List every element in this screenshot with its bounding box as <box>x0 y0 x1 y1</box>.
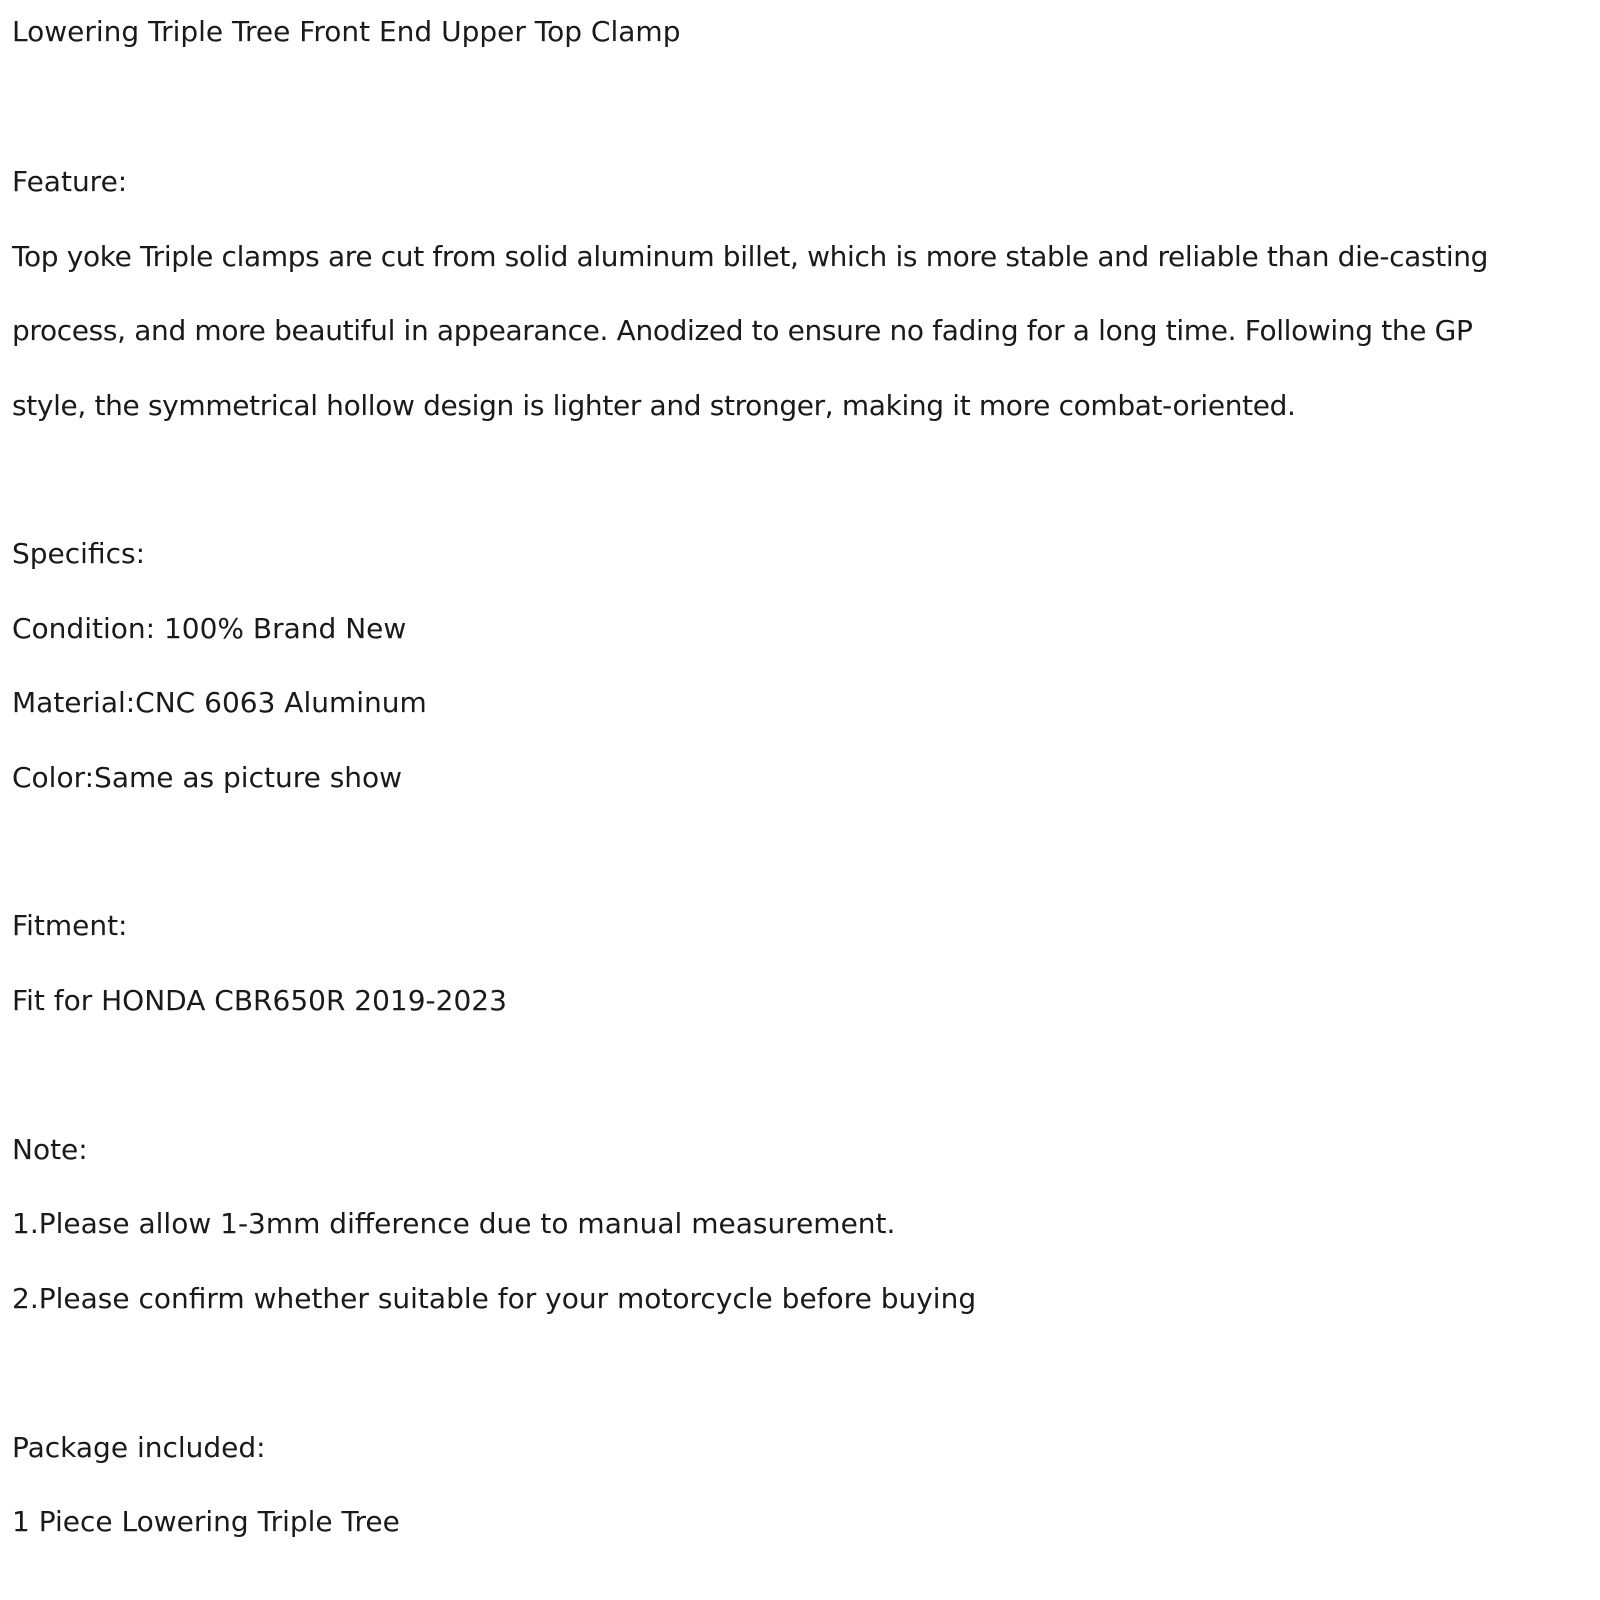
fitment-model: Fit for HONDA CBR650R 2019-2023 <box>12 984 507 1017</box>
package-item: 1 Piece Lowering Triple Tree <box>12 1505 400 1538</box>
product-title: Lowering Triple Tree Front End Upper Top Clamp <box>12 15 681 48</box>
spec-condition: Condition: 100% Brand New <box>12 612 407 645</box>
feature-text-line-3: style, the symmetrical hollow design is lighter and stronger, making it more combat-oriented. <box>12 389 1296 422</box>
fitment-heading: Fitment: <box>12 909 128 942</box>
package-heading: Package included: <box>12 1431 266 1464</box>
note-item-1: 1.Please allow 1-3mm difference due to manual measurement. <box>12 1207 896 1240</box>
specifics-heading: Specifics: <box>12 537 145 570</box>
note-heading: Note: <box>12 1133 88 1166</box>
spec-color: Color:Same as picture show <box>12 761 403 794</box>
feature-text-line-1: Top yoke Triple clamps are cut from solid aluminum billet, which is more stable and reliable than die-casting <box>12 240 1489 273</box>
note-item-2: 2.Please confirm whether suitable for your motorcycle before buying <box>12 1282 977 1315</box>
feature-heading: Feature: <box>12 165 128 198</box>
feature-text-line-2: process, and more beautiful in appearance. Anodized to ensure no fading for a long time. Following the GP <box>12 314 1473 347</box>
spec-material: Material:CNC 6063 Aluminum <box>12 686 427 719</box>
